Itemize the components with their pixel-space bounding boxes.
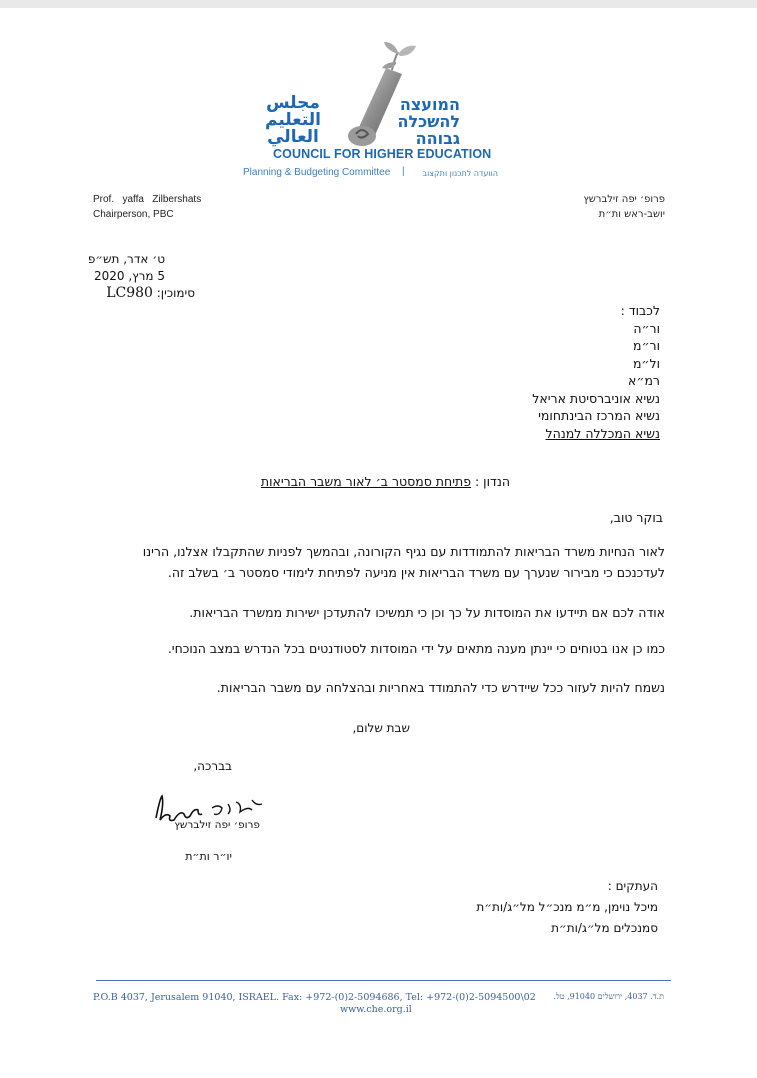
subject-text: פתיחת סמסטר ב׳ לאור משבר הבריאות (260, 474, 472, 489)
recipients-block (440, 302, 660, 442)
signature-name: פרופ׳ יפה זילברשץ (174, 819, 260, 831)
recipient-line: ור״מ (632, 338, 660, 353)
sender-name-he: פרופ׳ יפה זילברשץ (583, 194, 665, 205)
cc-line: סמנכלים מל״ג/ות״ת (551, 921, 658, 935)
date-hebrew: ט׳ אדר, תש״פ (87, 252, 165, 266)
reference-label: סימוכין: (156, 286, 195, 300)
subject-label: הנדון : (475, 474, 510, 489)
cc-block (420, 876, 658, 939)
recipient-line: נשיא אוניברסיטת אריאל (532, 390, 660, 406)
footer-website: www.che.org.il (340, 1004, 412, 1015)
logo-hebrew-line-1: המועצה (399, 95, 460, 114)
logo-hebrew (397, 95, 460, 148)
date-gregorian: 5 מרץ, 2020 (93, 269, 165, 283)
subject-line (200, 474, 510, 489)
footer-address-en: P.O.B 4037, Jerusalem 91040, ISRAEL. Fax: +972-(0)2-5094686, Tel: +972-(0)2-5094500\02 (93, 992, 536, 1003)
recipient-line: ור״ה (633, 320, 660, 336)
committee-divider: | (402, 166, 405, 177)
committee-hebrew: הוועדה לתכנון ותקצוב (422, 169, 498, 178)
sender-name-en: Prof. yaffa Zilbershats (93, 194, 202, 205)
top-bar (0, 0, 757, 8)
paragraph-2: אודה לכם אם תיידעו את המוסדות על כך וכן כי תמשיכו להתעדכן ישירות ממשרד הבריאות. (189, 605, 665, 620)
footer-address-he: ת.ד. 4037, ירושלים 91040, טל. (553, 992, 664, 1001)
recipient-line: ול״מ (632, 355, 660, 371)
reference-number: LC980 (106, 285, 153, 301)
footer-divider (96, 980, 671, 981)
committee-english: Planning & Budgeting Committee (243, 167, 391, 178)
paragraph-3: כמו כן אנו בטוחים כי יינתן מענה מתאים על ידי המוסדות לסטודנטים בכל הנדרש במצב הנוכחי. (167, 641, 665, 656)
cc-line: מיכל נוימן, מ״מ מנכ״ל מל״ג/ות״ת (476, 900, 658, 914)
signature-role: יו״ר ות״ת (185, 850, 232, 863)
logo-arabic-line-2: التعليم (265, 110, 321, 130)
sender-role-en: Chairperson, PBC (93, 209, 174, 220)
paragraph-4: נשמח להיות לעזור ככל שיידרש כדי להתמודד באחריות ובהצלחה עם משבר הבריאות. (216, 680, 665, 695)
closing-regards: בברכה, (193, 759, 232, 773)
logo-hebrew-line-3: גבוהה (415, 129, 460, 148)
paragraph-1-line-1: לאור הנחיות משרד הבריאות להתמודדות עם נגיף הקורונה, ובהמשך לפניות שהתקבלו אצלנו, הרינו (142, 544, 665, 559)
recipients-label: לכבוד : (620, 303, 660, 318)
logo-hebrew-line-2: להשכלה (397, 112, 460, 131)
recipient-line: רמ״א (628, 373, 660, 388)
logo-english-name: COUNCIL FOR HIGHER EDUCATION (273, 147, 492, 161)
reference-line (60, 285, 195, 301)
paragraph-1-line-2: לעדכנכם כי מבירור שנערך עם משרד הבריאות אין מניעה לפתיחת לימודי סמסטר ב׳ בשלב זה. (167, 565, 665, 580)
greeting: בוקר טוב, (609, 510, 663, 525)
sender-role-he: יושב-ראש ות״ת (598, 209, 665, 220)
logo-arabic-line-3: العالي (267, 127, 319, 147)
logo-arabic (262, 95, 324, 146)
logo-arabic-line-1: مجلس (266, 93, 320, 113)
recipient-line-underlined: נשיא המכללה למנהל (545, 425, 660, 441)
closing-shabbat: שבת שלום, (352, 721, 410, 735)
cc-label: העתקים : (607, 879, 658, 893)
recipient-line: נשיא המרכז הבינתחומי (538, 408, 660, 423)
